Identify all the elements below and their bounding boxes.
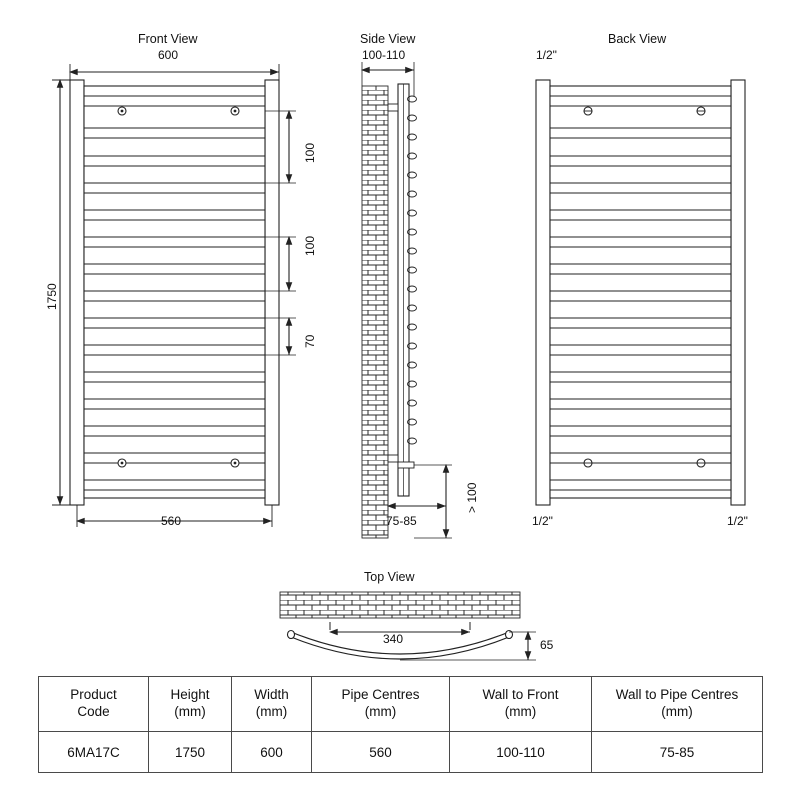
specification-table [38,676,763,773]
top-curve-depth-label: 65 [540,638,554,652]
front-spacing-2-label: 100 [303,235,317,256]
header-pipe-centres-line1: Pipe Centres [341,687,420,703]
header-wall-to-pipe-centres [592,677,763,732]
header-wall-to-front-line2: (mm) [504,704,537,719]
side-wall-to-pipe-label: 75-85 [386,514,417,528]
back-connection-bottom-left-label: 1/2" [532,514,553,528]
back-view-title: Back View [608,32,667,46]
header-wall-to-pipe-centres-line2: (mm) [661,704,693,719]
top-view-title: Top View [364,570,415,584]
header-width [232,677,312,732]
back-connection-bottom-right-label: 1/2" [727,514,748,528]
header-product-code-line2: Code [77,704,110,719]
header-product-code [39,677,149,732]
front-width-bottom-label: 560 [161,514,182,528]
header-height-line2: (mm) [174,704,206,719]
header-height-line1: Height [170,687,210,703]
front-spacing-1-label: 100 [303,142,317,163]
header-width-line2: (mm) [255,704,288,719]
header-product-code-line1: Product [70,687,117,703]
header-pipe-centres-line2: (mm) [364,704,397,719]
back-connection-top-left-label: 1/2" [536,48,557,62]
cell-width: 600 [232,732,312,773]
header-width-line1: Width [254,687,289,703]
side-view-title: Side View [360,32,416,46]
front-width-top-label: 600 [158,48,179,62]
front-spacing-3-label: 70 [303,334,317,348]
front-height-label: 1750 [45,283,59,310]
header-wall-to-front [450,677,592,732]
cell-wall-to-pipe-centres: 75-85 [592,732,763,773]
side-clearance-label: > 100 [465,482,479,513]
cell-wall-to-front: 100-110 [450,732,592,773]
cell-product-code: 6MA17C [39,732,149,773]
header-height [149,677,232,732]
top-pipe-centres-label: 340 [383,632,404,646]
header-pipe-centres [312,677,450,732]
header-wall-to-front-line1: Wall to Front [482,687,559,703]
front-view-title: Front View [138,32,198,46]
header-wall-to-pipe-centres-line1: Wall to Pipe Centres [615,687,739,703]
side-depth-label: 100-110 [362,48,406,62]
cell-pipe-centres: 560 [312,732,450,773]
table-header-row [39,677,763,732]
table-row [39,732,763,773]
cell-height: 1750 [149,732,232,773]
